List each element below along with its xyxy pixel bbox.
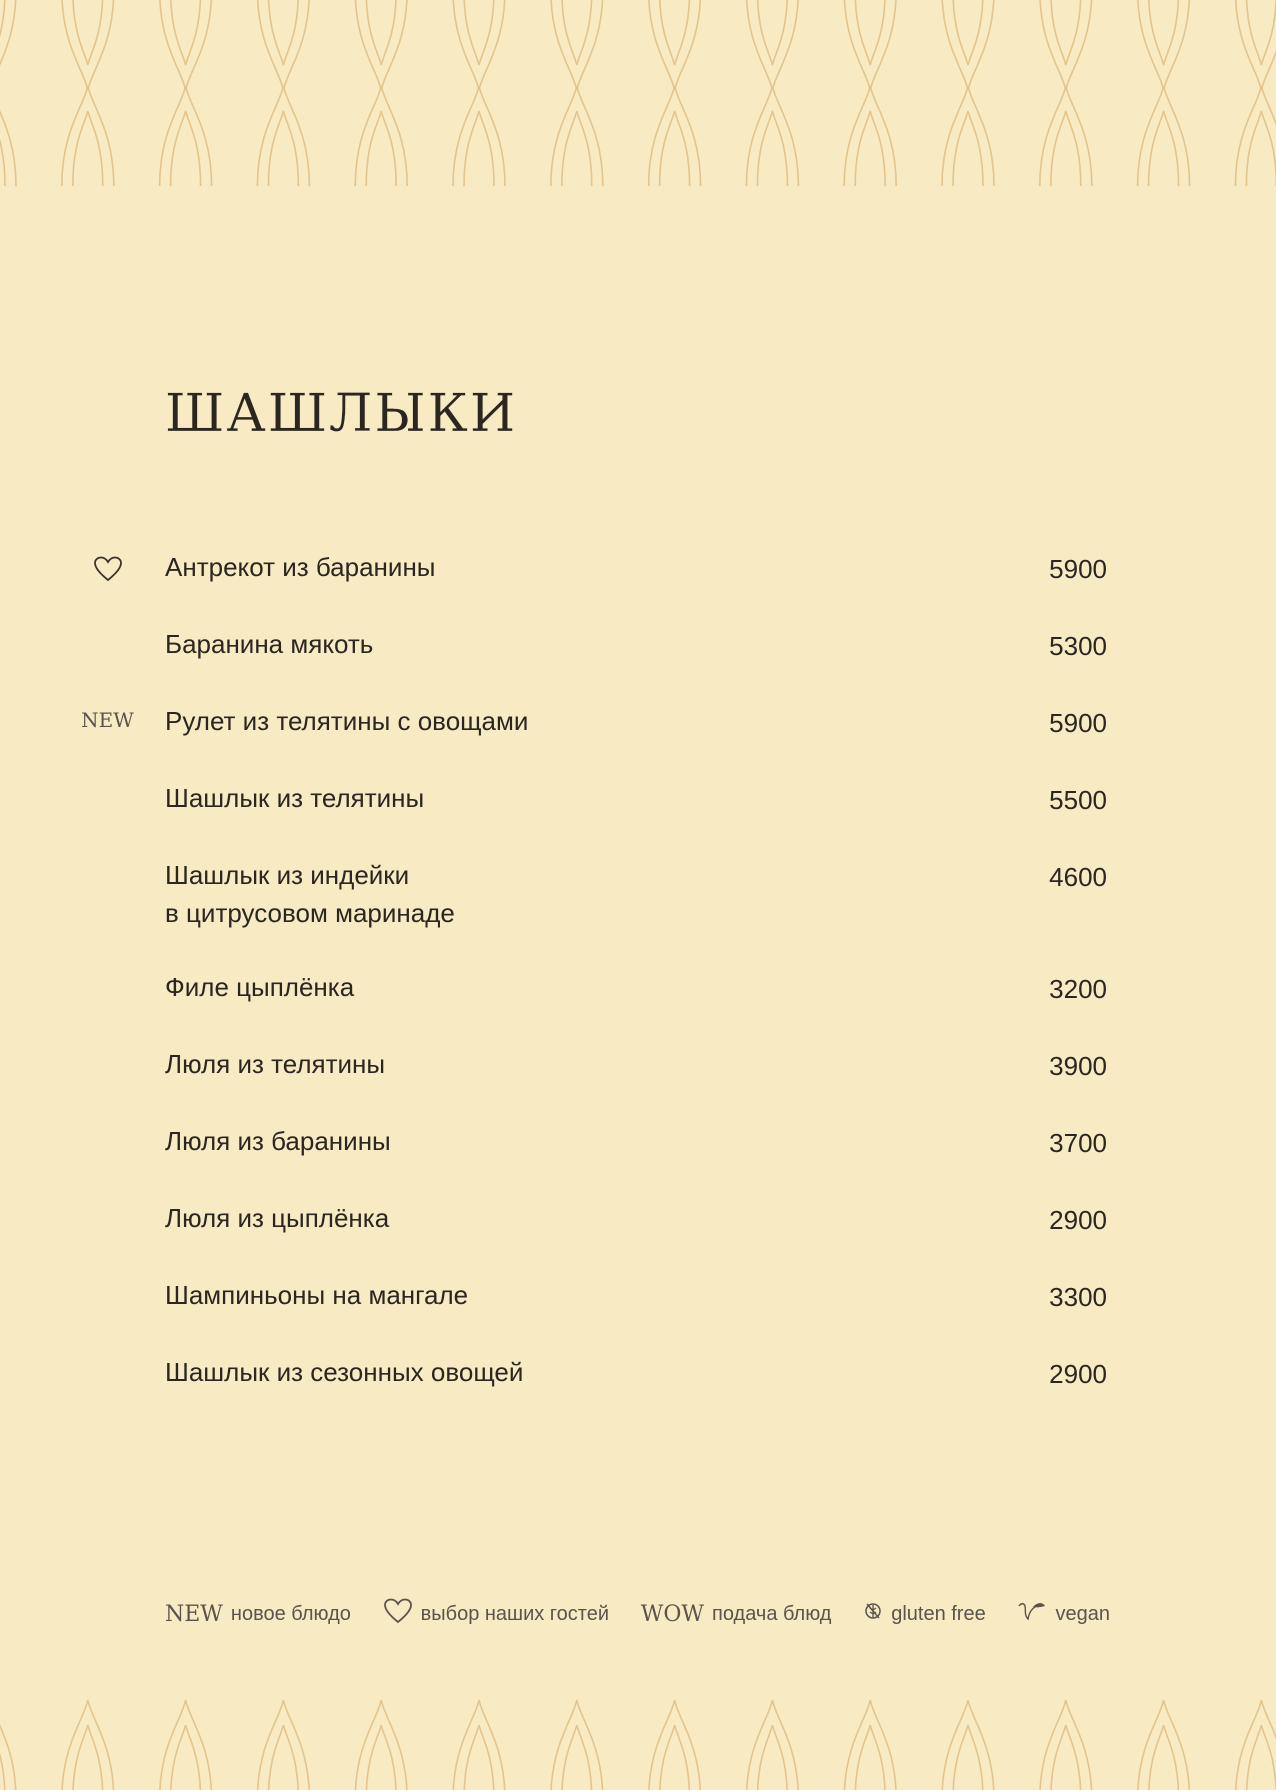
- pattern-arch: [1138, 1700, 1190, 1790]
- legend-label: gluten free: [891, 1602, 986, 1625]
- pattern-arch: [1235, 0, 1276, 90]
- item-name: Антрекот из баранины: [165, 552, 436, 582]
- pattern-arch: [160, 86, 212, 186]
- pattern-arch: [746, 86, 798, 186]
- legend-label: выбор наших гостей: [420, 1602, 610, 1625]
- pattern-arch: [1235, 86, 1276, 186]
- pattern-arch: [551, 86, 603, 186]
- pattern-arch: [1040, 1700, 1092, 1790]
- legend-label: подача блюд: [712, 1602, 832, 1625]
- heart-icon: [70, 556, 145, 587]
- pattern-arch: [355, 0, 407, 90]
- pattern-arch: [0, 86, 16, 186]
- section-title: ШАШЛЫКИ: [165, 384, 518, 444]
- pattern-arch: [844, 1700, 896, 1790]
- pattern-arch: [453, 1700, 505, 1790]
- pattern-arch: [649, 0, 701, 90]
- pattern-arch: [942, 1700, 994, 1790]
- new-mark: NEW: [165, 1601, 223, 1627]
- legend-label: новое блюдо: [230, 1602, 351, 1625]
- legend-item-new: [165, 1602, 351, 1627]
- gluten-free-icon: [863, 1600, 883, 1628]
- item-name: Люля из телятины: [165, 1049, 386, 1079]
- pattern-arch: [160, 1700, 212, 1790]
- legend-label: vegan: [1055, 1602, 1110, 1625]
- pattern-arch: [942, 86, 994, 186]
- pattern-arch: [942, 0, 994, 90]
- pattern-arch: [746, 1700, 798, 1790]
- item-price: 5300: [1049, 631, 1107, 661]
- pattern-arch: [1138, 0, 1190, 90]
- pattern-arch: [844, 0, 896, 90]
- pattern-arch: [62, 86, 114, 186]
- wow-mark: WOW: [640, 1601, 705, 1627]
- item-price: 3300: [1049, 1282, 1107, 1312]
- item-price: 4600: [1049, 862, 1107, 892]
- item-price: 2900: [1049, 1359, 1107, 1389]
- pattern-arch: [257, 0, 309, 90]
- legend-item-vegan: [1017, 1600, 1110, 1628]
- pattern-arch: [1040, 86, 1092, 186]
- pattern-arch: [1235, 1700, 1276, 1790]
- item-name: Рулет из телятины с овощами: [165, 706, 529, 736]
- item-name: Люля из баранины: [165, 1126, 391, 1156]
- item-name: Шашлык из индейки в цитрусовом маринаде: [165, 860, 455, 928]
- pattern-arch: [62, 1700, 114, 1790]
- pattern-arch: [160, 0, 212, 90]
- pattern-arch: [1040, 0, 1092, 90]
- item-price: 5900: [1049, 708, 1107, 738]
- legend: [165, 1596, 1110, 1632]
- pattern-arch: [1138, 86, 1190, 186]
- item-price: 5900: [1049, 554, 1107, 584]
- item-name: Шашлык из телятины: [165, 783, 425, 813]
- legend-item-wow: [641, 1602, 832, 1627]
- pattern-arch: [257, 1700, 309, 1790]
- legend-item-guest-choice: [383, 1598, 609, 1630]
- item-price: 3700: [1049, 1128, 1107, 1158]
- pattern-arch: [0, 1700, 16, 1790]
- pattern-arch: [746, 0, 798, 90]
- pattern-arch: [844, 86, 896, 186]
- pattern-arch: [62, 0, 114, 90]
- pattern-arch: [257, 86, 309, 186]
- new-badge: NEW: [81, 708, 134, 732]
- vegan-leaf-icon: [1017, 1600, 1047, 1628]
- item-name: Шампиньоны на мангале: [165, 1280, 469, 1310]
- item-name: Баранина мякоть: [165, 629, 374, 659]
- heart-icon: [383, 1598, 413, 1630]
- pattern-arch: [649, 1700, 701, 1790]
- item-price: 2900: [1049, 1205, 1107, 1235]
- item-price: 3900: [1049, 1051, 1107, 1081]
- pattern-arch: [355, 1700, 407, 1790]
- item-price: 5500: [1049, 785, 1107, 815]
- pattern-arch: [649, 86, 701, 186]
- pattern-arch: [0, 0, 16, 90]
- item-name: Люля из цыплёнка: [165, 1203, 390, 1233]
- item-name: Шашлык из сезонных овощей: [165, 1357, 524, 1387]
- legend-item-gluten-free: [863, 1600, 986, 1628]
- pattern-arch: [355, 86, 407, 186]
- pattern-arch: [453, 0, 505, 90]
- decorative-pattern-bottom: [0, 1690, 1276, 1790]
- pattern-arch: [551, 1700, 603, 1790]
- item-name: Филе цыплёнка: [165, 972, 355, 1002]
- item-price: 3200: [1049, 974, 1107, 1004]
- pattern-arch: [551, 0, 603, 90]
- pattern-arch: [453, 86, 505, 186]
- decorative-pattern-top: [0, 0, 1276, 190]
